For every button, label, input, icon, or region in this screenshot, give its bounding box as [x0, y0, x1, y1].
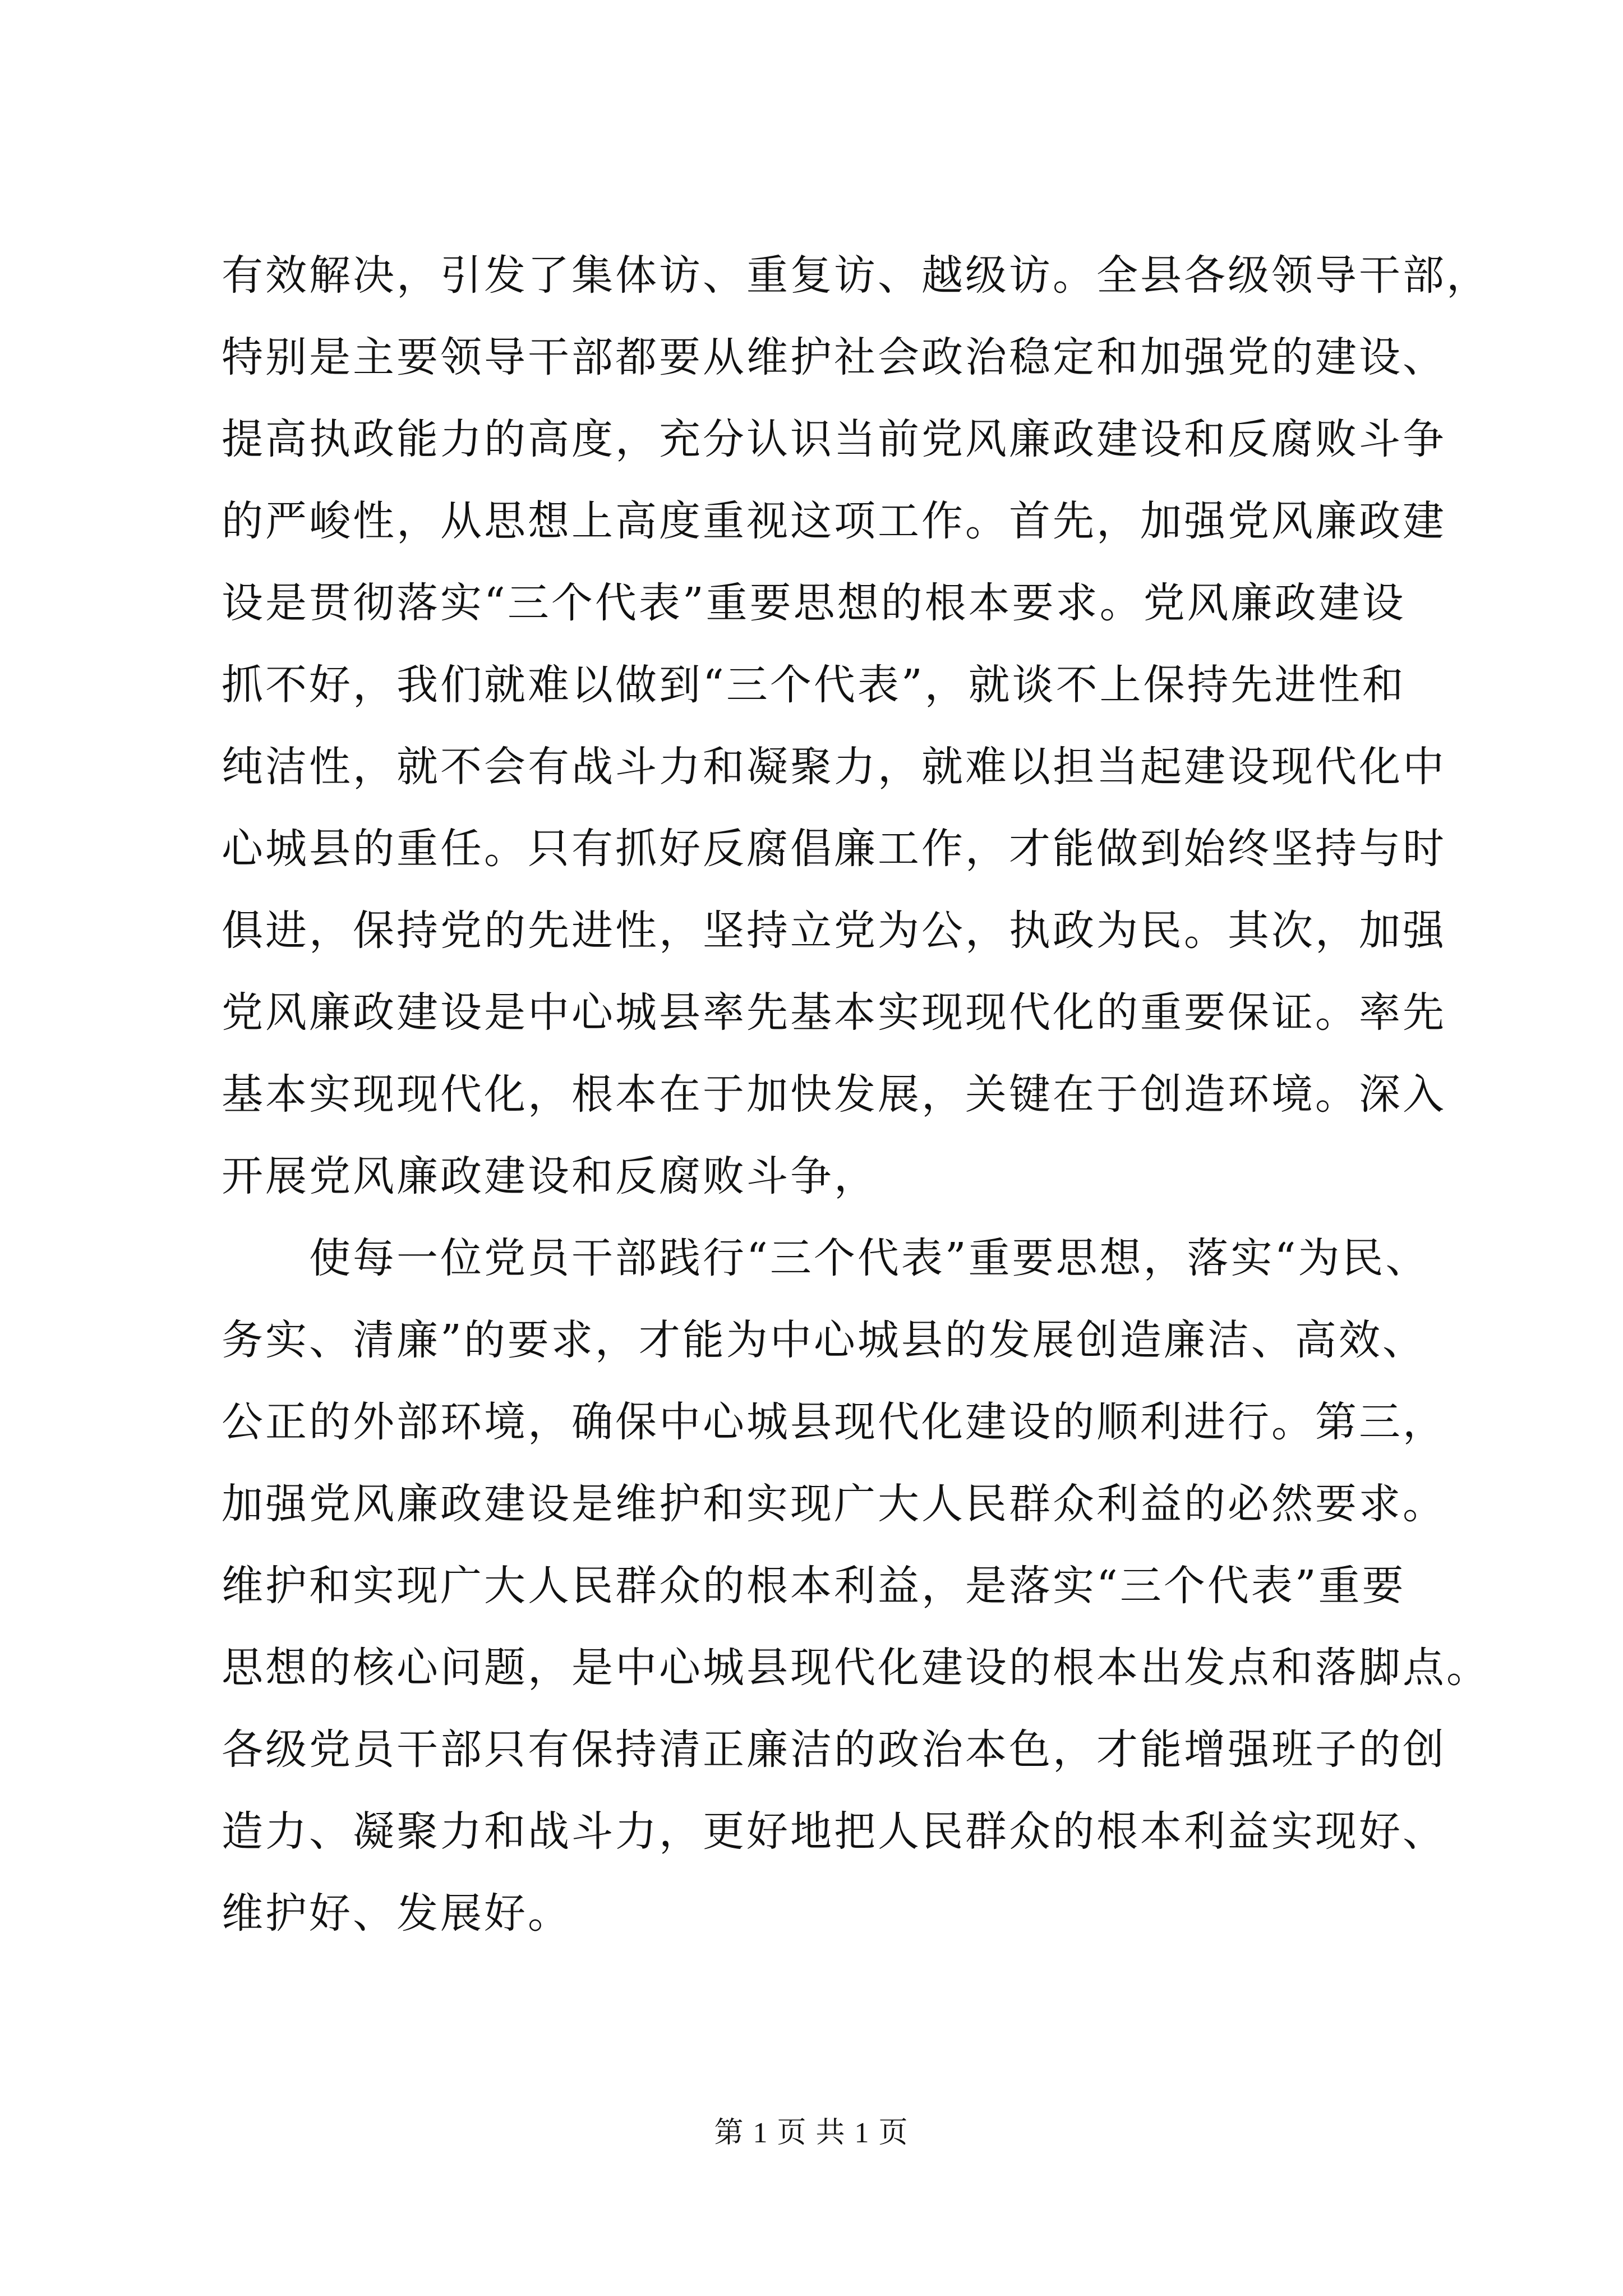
text-line: 维护好、发展好。: [222, 1889, 571, 1938]
text-line: 党风廉政建设是中心城县率先基本实现现代化的重要保证。率先: [222, 988, 1446, 1037]
paragraph-first-line: 使每一位党员干部践行“三个代表”重要思想，落实“为民、: [222, 1234, 1430, 1282]
text-line: 特别是主要领导干部都要从维护社会政治稳定和加强党的建设、: [222, 333, 1446, 381]
text-line: 开展党风廉政建设和反腐败斗争，: [222, 1152, 878, 1200]
text-line: 基本实现现代化，根本在于加快发展，关键在于创造环境。深入: [222, 1070, 1446, 1119]
text-line: 心城县的重任。只有抓好反腐倡廉工作，才能做到始终坚持与时: [222, 825, 1446, 873]
text-line: 设是贯彻落实“三个代表”重要思想的根本要求。党风廉政建设: [222, 579, 1406, 627]
text-line: 俱进，保持党的先进性，坚持立党为公，执政为民。其次，加强: [222, 907, 1446, 955]
text-line: 的严峻性，从思想上高度重视这项工作。首先，加强党风廉政建: [222, 497, 1446, 545]
text-line: 公正的外部环境，确保中心城县现代化建设的顺利进行。第三，: [222, 1398, 1446, 1446]
text-line: 纯洁性，就不会有战斗力和凝聚力，就难以担当起建设现代化中: [222, 743, 1446, 791]
text-line: 抓不好，我们就难以做到“三个代表”，就谈不上保持先进性和: [222, 661, 1406, 709]
text-line: 各级党员干部只有保持清正廉洁的政治本色，才能增强班子的创: [222, 1726, 1446, 1774]
text-line: 造力、凝聚力和战斗力，更好地把人民群众的根本利益实现好、: [222, 1807, 1446, 1856]
document-body: [222, 234, 1490, 1954]
text-line: 有效解决，引发了集体访、重复访、越级访。全县各级领导干部，: [222, 251, 1490, 300]
text-line: 加强党风廉政建设是维护和实现广大人民群众利益的必然要求。: [222, 1480, 1446, 1528]
text-line: 提高执政能力的高度，充分认识当前党风廉政建设和反腐败斗争: [222, 415, 1446, 463]
text-line: 思想的核心问题，是中心城县现代化建设的根本出发点和落脚点。: [222, 1644, 1490, 1692]
text-line: 维护和实现广大人民群众的根本利益，是落实“三个代表”重要: [222, 1562, 1406, 1610]
text-line: 务实、清廉”的要求，才能为中心城县的发展创造廉洁、高效、: [222, 1316, 1426, 1364]
page-number-footer: 第 1 页 共 1 页: [714, 2117, 909, 2149]
